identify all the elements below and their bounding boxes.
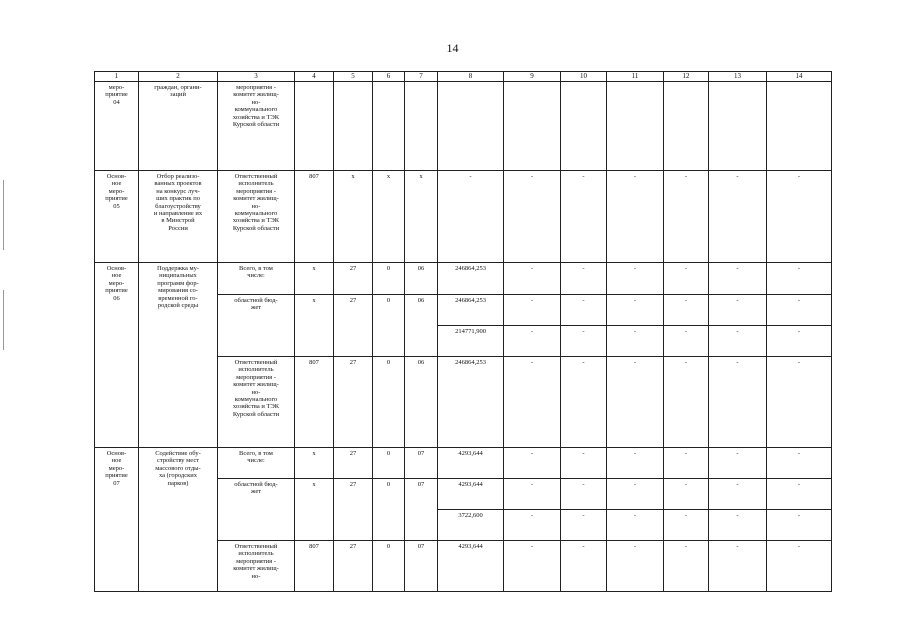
table-cell: -	[664, 263, 709, 295]
table-cell: х	[295, 448, 334, 479]
page-number: 14	[446, 41, 459, 55]
table-cell: -	[561, 479, 607, 510]
table-cell: -	[709, 326, 767, 357]
table-cell: -	[561, 541, 607, 592]
table-cell: -	[504, 541, 561, 592]
amount-cell: 246864,253	[438, 295, 504, 326]
event-code-cell: Основ- ное меро- приятие 07	[95, 448, 139, 592]
funding-source-cell: областной бюд- жет	[218, 479, 295, 541]
table-cell: -	[504, 510, 561, 541]
table-cell	[767, 82, 832, 171]
amount-cell: 4293,644	[438, 541, 504, 592]
table-cell: 06	[405, 263, 438, 295]
column-header: 8	[438, 72, 504, 82]
column-header: 11	[607, 72, 664, 82]
table-cell: -	[561, 448, 607, 479]
event-name-cell: Поддержка му- ниципальных программ фор- мирования со- временной го- родской среды	[139, 263, 218, 448]
table-cell	[405, 82, 438, 171]
table-cell: -	[607, 326, 664, 357]
table-cell: х	[405, 171, 438, 263]
table-cell	[709, 82, 767, 171]
table-cell: 0	[373, 357, 405, 448]
amount-cell: 4293,644	[438, 448, 504, 479]
funding-source-cell: Всего, в том числе:	[218, 448, 295, 479]
column-header: 14	[767, 72, 832, 82]
amount-cell: 4293,644	[438, 479, 504, 510]
table-cell: -	[607, 263, 664, 295]
table-cell: -	[504, 295, 561, 326]
table-cell: -	[664, 479, 709, 510]
table-cell: -	[767, 541, 832, 592]
table-cell	[561, 82, 607, 171]
executor-cell: Ответственный исполнитель мероприятия - комитет жилищ- но- коммунального хозяйства и ТЭК Курской области	[218, 357, 295, 448]
table-cell	[295, 82, 334, 171]
table-cell: -	[607, 541, 664, 592]
table-cell: 27	[334, 357, 373, 448]
table-cell: -	[664, 448, 709, 479]
column-header: 13	[709, 72, 767, 82]
table-cell: -	[767, 448, 832, 479]
table-cell: -	[607, 171, 664, 263]
table-cell: -	[664, 295, 709, 326]
table-cell: -	[561, 263, 607, 295]
table-cell: -	[767, 263, 832, 295]
table-cell: -	[709, 541, 767, 592]
table-cell	[438, 82, 504, 171]
table-cell: -	[504, 357, 561, 448]
column-header: 2	[139, 72, 218, 82]
executor-cell: Ответственный исполнитель мероприятия - комитет жилищ- но- коммунального хозяйства и ТЭК Курской области	[218, 171, 295, 263]
table-cell: -	[709, 357, 767, 448]
table-cell: -	[767, 510, 832, 541]
table-cell: х	[295, 479, 334, 541]
table-cell: 27	[334, 479, 373, 541]
table-cell	[334, 82, 373, 171]
amount-cell: 3722,600	[438, 510, 504, 541]
event-code-cell: Основ- ное меро- приятие 05	[95, 171, 139, 263]
table-cell: 06	[405, 295, 438, 357]
amount-cell: 246864,253	[438, 263, 504, 295]
table-cell: -	[664, 326, 709, 357]
executor-cell: Ответственный исполнитель мероприятия - комитет жилищ- но-	[218, 541, 295, 592]
scan-edge-mark	[3, 180, 4, 250]
table-cell: х	[373, 171, 405, 263]
table-cell: -	[767, 479, 832, 510]
table-cell: 27	[334, 295, 373, 357]
table-cell: 0	[373, 541, 405, 592]
table-cell: -	[607, 479, 664, 510]
table-cell: -	[504, 326, 561, 357]
table-cell: 0	[373, 263, 405, 295]
column-header: 4	[295, 72, 334, 82]
table-row-event-05	[95, 171, 832, 263]
amount-cell: 214771,900	[438, 326, 504, 357]
table-cell: -	[607, 357, 664, 448]
table-cell: -	[607, 510, 664, 541]
table-cell: -	[709, 263, 767, 295]
event-code-cell: Основ- ное меро- приятие 06	[95, 263, 139, 448]
column-header: 12	[664, 72, 709, 82]
grbs-code-cell: 807	[295, 171, 334, 263]
event-name-cell: Содействие обу- стройству мест массового отды- ха (городских парков)	[139, 448, 218, 592]
column-header: 9	[504, 72, 561, 82]
event-name-cell: граждан, органи- заций	[139, 82, 218, 171]
amount-cell: -	[438, 171, 504, 263]
column-header: 5	[334, 72, 373, 82]
table-cell: 0	[373, 448, 405, 479]
table-cell: 07	[405, 479, 438, 541]
table-cell: -	[607, 448, 664, 479]
column-header: 6	[373, 72, 405, 82]
executor-cell: мероприятия - комитет жилищ- но- коммунального хозяйства и ТЭК Курской области	[218, 82, 295, 171]
table-row-event-07-total	[95, 448, 832, 479]
funding-source-cell: областной бюд- жет	[218, 295, 295, 357]
grbs-code-cell: 807	[295, 541, 334, 592]
table-cell: 27	[334, 448, 373, 479]
table-cell	[373, 82, 405, 171]
table-cell: -	[561, 357, 607, 448]
table-cell: -	[709, 448, 767, 479]
amount-cell: 246864,253	[438, 357, 504, 448]
table-cell: х	[334, 171, 373, 263]
table-cell: -	[504, 479, 561, 510]
table-cell: -	[767, 357, 832, 448]
table-cell: -	[664, 541, 709, 592]
table-cell: -	[664, 357, 709, 448]
table-cell: -	[561, 171, 607, 263]
table-cell: 06	[405, 357, 438, 448]
table-cell: -	[709, 171, 767, 263]
column-header: 1	[95, 72, 139, 82]
table-cell: -	[664, 171, 709, 263]
column-number-row	[95, 72, 832, 82]
table-cell: -	[504, 171, 561, 263]
table-cell: -	[664, 510, 709, 541]
column-header: 7	[405, 72, 438, 82]
table-cell: -	[607, 295, 664, 326]
table-cell: -	[504, 263, 561, 295]
budget-table	[94, 71, 832, 592]
table-row-event-04	[95, 82, 832, 171]
table-cell: -	[709, 510, 767, 541]
event-code-cell: меро- приятие 04	[95, 82, 139, 171]
table-cell: -	[767, 171, 832, 263]
table-cell: -	[561, 326, 607, 357]
table-cell: 07	[405, 541, 438, 592]
table-cell: 07	[405, 448, 438, 479]
table-cell: -	[561, 510, 607, 541]
table-cell: -	[504, 448, 561, 479]
table-cell	[664, 82, 709, 171]
table-cell: х	[295, 295, 334, 357]
table-cell: 0	[373, 295, 405, 357]
table-cell	[607, 82, 664, 171]
event-name-cell: Отбор реализо- ванных проектов на конкурс луч- ших практик по благоустройству и направление их в Минстрой России	[139, 171, 218, 263]
table-cell: 0	[373, 479, 405, 541]
scan-edge-mark	[3, 290, 4, 350]
table-cell: х	[295, 263, 334, 295]
table-cell: -	[709, 479, 767, 510]
table-cell: -	[767, 295, 832, 326]
table-row-event-06-total	[95, 263, 832, 295]
table-cell: -	[709, 295, 767, 326]
table-cell: 27	[334, 263, 373, 295]
column-header: 10	[561, 72, 607, 82]
table-cell: -	[561, 295, 607, 326]
grbs-code-cell: 807	[295, 357, 334, 448]
table-cell: 27	[334, 541, 373, 592]
column-header: 3	[218, 72, 295, 82]
funding-source-cell: Всего, в том числе:	[218, 263, 295, 295]
table-cell: -	[767, 326, 832, 357]
table-cell	[504, 82, 561, 171]
